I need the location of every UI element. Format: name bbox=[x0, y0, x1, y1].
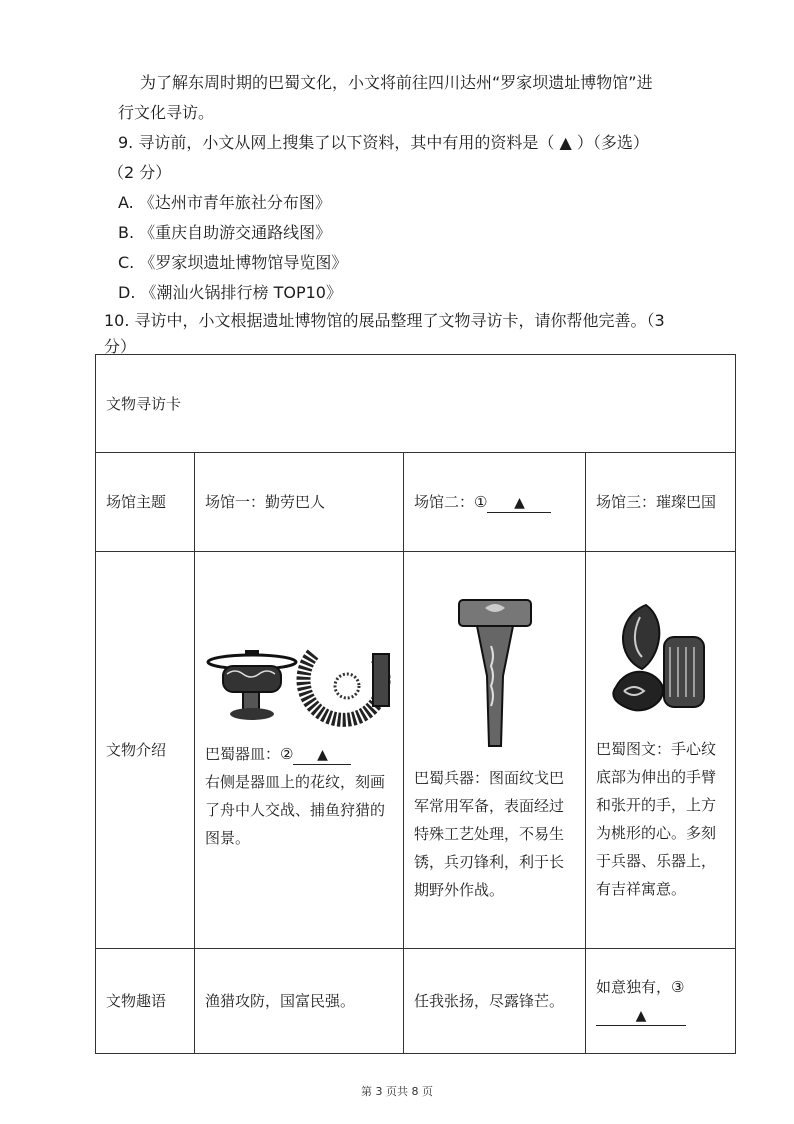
intro-line-2: 行文化寻访。 bbox=[118, 103, 215, 122]
hall-2-prefix: 场馆二：① bbox=[414, 493, 488, 511]
question-9-score: （2 分） bbox=[108, 163, 172, 182]
option-b: B. 《重庆自助游交通路线图》 bbox=[118, 223, 332, 242]
blank-3[interactable] bbox=[596, 1006, 686, 1026]
artifact-3-cell bbox=[586, 552, 736, 949]
fun-quote-1: 渔猎攻防，国富民强。 bbox=[195, 949, 404, 1054]
artifact-3-description: 巴蜀图文：手心纹底部为伸出的手臂和张开的手，上方为桃形的心。多刻于兵器、乐器上，有吉祥寓意。 bbox=[596, 740, 717, 898]
question-10-stem: 10. 寻访中，小文根据遗址博物馆的展品整理了文物寻访卡，请你帮他完善。（3 bbox=[104, 311, 665, 330]
hall-3-theme: 场馆三：璀璨巴国 bbox=[586, 453, 736, 552]
question-10-score: 分） bbox=[104, 337, 137, 356]
page-footer: 第 3 页共 8 页 bbox=[361, 1085, 433, 1098]
fun-quote-2: 任我张扬，尽露锋芒。 bbox=[404, 949, 586, 1054]
artifact-2-cell bbox=[404, 552, 586, 949]
row-label-fun: 文物趣语 bbox=[96, 949, 195, 1054]
card-title: 文物寻访卡 bbox=[96, 355, 736, 453]
artifact-1-cell bbox=[195, 552, 404, 949]
option-c: C. 《罗家坝遗址博物馆导览图》 bbox=[118, 253, 348, 272]
row-label-theme: 场馆主题 bbox=[96, 453, 195, 552]
row-label-intro: 文物介绍 bbox=[96, 552, 195, 949]
vessel-and-pattern-image bbox=[205, 648, 395, 732]
artifact-2-description: 巴蜀兵器：图面纹戈巴军常用军备，表面经过特殊工艺处理，不易生锈，兵刃锋利，利于长期野外作战。 bbox=[414, 769, 565, 899]
hall-2-theme bbox=[404, 453, 586, 552]
fun-quote-3 bbox=[586, 949, 736, 1054]
artifact-card-table bbox=[95, 354, 736, 1054]
bronze-ge-weapon-image bbox=[455, 596, 535, 756]
question-9-stem: 9. 寻访前，小文从网上搜集了以下资料，其中有用的资料是（ ▲ ）（多选） bbox=[118, 133, 649, 152]
triangle-mark-icon: ▲ bbox=[317, 747, 328, 763]
option-a: A. 《达州市青年旅社分布图》 bbox=[118, 193, 331, 212]
triangle-mark-icon: ▲ bbox=[635, 1008, 647, 1024]
fun-quote-3-prefix: 如意独有，③ bbox=[596, 978, 685, 996]
palm-heart-emblem-image bbox=[606, 597, 716, 727]
blank-1[interactable] bbox=[487, 493, 551, 513]
artifact-1-name: 巴蜀器皿：② bbox=[205, 745, 294, 763]
artifact-1-description: 右侧是器皿上的花纹，刻画了舟中人交战、捕鱼狩猎的图景。 bbox=[205, 773, 386, 847]
hall-1-theme: 场馆一：勤劳巴人 bbox=[195, 453, 404, 552]
option-d: D. 《潮汕火锅排行榜 TOP10》 bbox=[118, 283, 342, 302]
intro-line-1: 为了解东周时期的巴蜀文化，小文将前往四川达州“罗家坝遗址博物馆”进 bbox=[140, 73, 653, 92]
blank-2[interactable] bbox=[293, 745, 351, 765]
triangle-mark-icon: ▲ bbox=[514, 495, 525, 511]
